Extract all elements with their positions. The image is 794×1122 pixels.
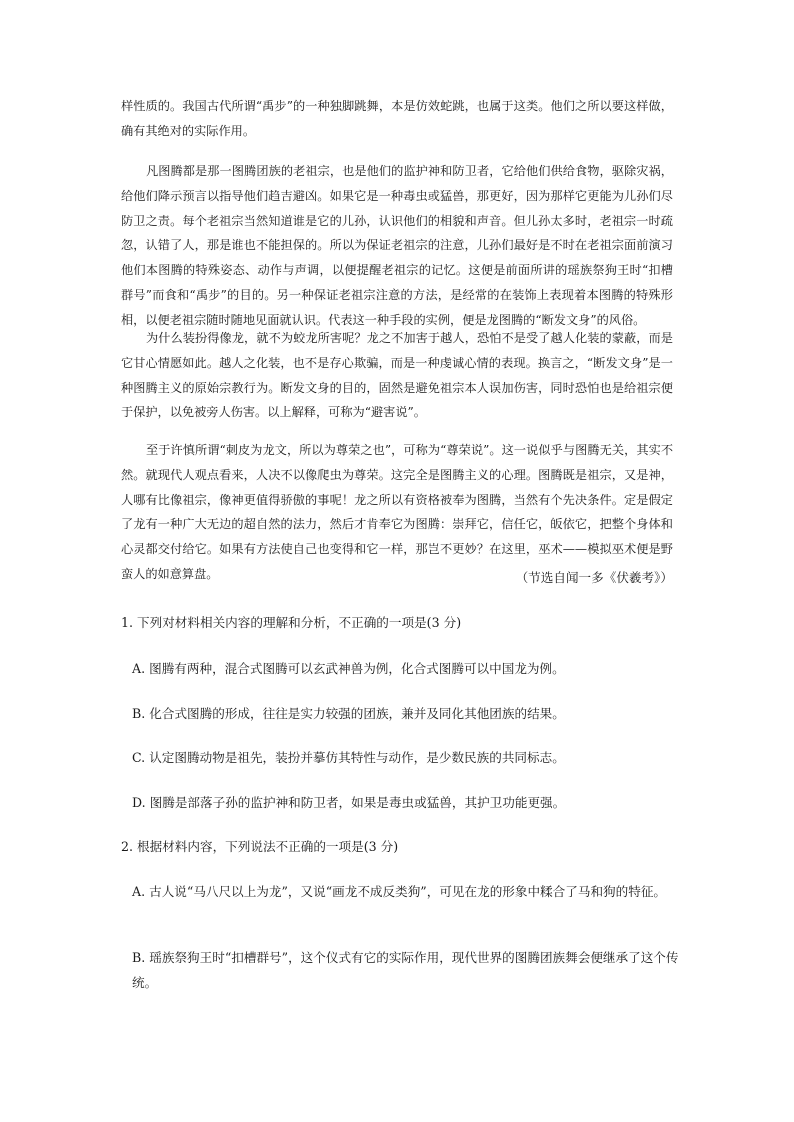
question-2-option-b: B. 瑶族祭狗王时“扣槽群号”，这个仪式有它的实际作用，现代世界的图腾团族舞会便继承了这个传统。 [132, 950, 679, 990]
question-1-option-c: C. 认定图腾动物是祖先，装扮并摹仿其特性与动作，是少数民族的共同标志。 [132, 750, 565, 765]
question-1-option-b: B. 化合式图腾的形成，往往是实力较强的团族，兼并及同化其他团族的结果。 [132, 706, 565, 721]
question-1-stem: 1. 下列对材料相关内容的理解和分析，不正确的一项是(3 分) [121, 615, 462, 630]
question-2-stem: 2. 根据材料内容，下列说法不正确的一项是(3 分) [121, 839, 399, 854]
question-2-option-a: A. 古人说“马八尺以上为龙”，又说“画龙不成反类狗”，可见在龙的形象中糅合了马和狗的特征。 [132, 884, 667, 899]
passage-paragraph-4: 至于许慎所谓“刺皮为龙文，所以为尊荣之也”，可称为“尊荣说”。这一说似乎与图腾无关，其实不然。就现代人观点看来，人决不以像爬虫为尊荣。这完全是图腾主义的心理。图腾既是祖宗，又是神，人哪有比像祖宗，像神更值得骄傲的事呢！龙之所以有资格被奉为图腾，当然有个先决条件。定是假定了龙有一种广大无边的超自然的法力，然后才肯奉它为图腾：崇拜它，信任它，皈依它，把整个身体和心灵都交付给它。如果有方法使自己也变得和它一样，那岂不更妙？在这里，巫术——模拟巫术便是野蛮人的如意算盘。 [121, 443, 673, 581]
passage-paragraph-1: 样性质的。我国古代所谓“禹步”的一种独脚跳舞，本是仿效蛇跳，也属于这类。他们之所以要这样做，确有其绝对的实际作用。 [121, 99, 673, 138]
passage-paragraph-2: 凡图腾都是那一图腾团族的老祖宗，也是他们的监护神和防卫者，它给他们供给食物，驱除灾祸，给他们降示预言以指导他们趋吉避凶。如果它是一种毒虫或猛兽，那更好，因为那样它更能为儿孙们尽防卫之责。每个老祖宗当然知道谁是它的儿孙，认识他们的相貌和声音。但儿孙太多时，老祖宗一时疏忽，认错了人，那是谁也不能担保的。所以为保证老祖宗的注意，儿孙们最好是不时在老祖宗面前演习他们本图腾的特殊姿态、动作与声调，以便提醒老祖宗的记忆。这便是前面所讲的瑶族祭狗王时“扣槽群号”而食和“禹步”的目的。另一种保证老祖宗注意的方法，是经常的在装饰上表现着本图腾的特殊形相，以便老祖宗随时随地见面就认识。代表这一种手段的实例，便是龙图腾的“断发文身”的风俗。 [121, 164, 673, 327]
question-1-option-a: A. 图腾有两种，混合式图腾可以玄武神兽为例，化合式图腾可以中国龙为例。 [132, 661, 565, 676]
question-1-option-d: D. 图腾是部落子孙的监护神和防卫者，如果是毒虫或猛兽，其护卫功能更强。 [132, 795, 566, 810]
passage-paragraph-3: 为什么装扮得像龙，就不为蛟龙所害呢？龙之不加害于越人，恐怕不是受了越人化装的蒙蔽，而是它甘心情愿如此。越人之化装，也不是存心欺骗，而是一种虔诚心情的表现。换言之，“断发文身”是一种图腾主义的原始宗教行为。断发文身的目的，固然是避免祖宗本人误加伤害，同时恐怕也是给祖宗便于保护，以免被旁人伤害。以上解释，可称为“避害说”。 [121, 331, 673, 420]
passage-source: （节选自闻一多《伏羲考》） [515, 570, 673, 585]
